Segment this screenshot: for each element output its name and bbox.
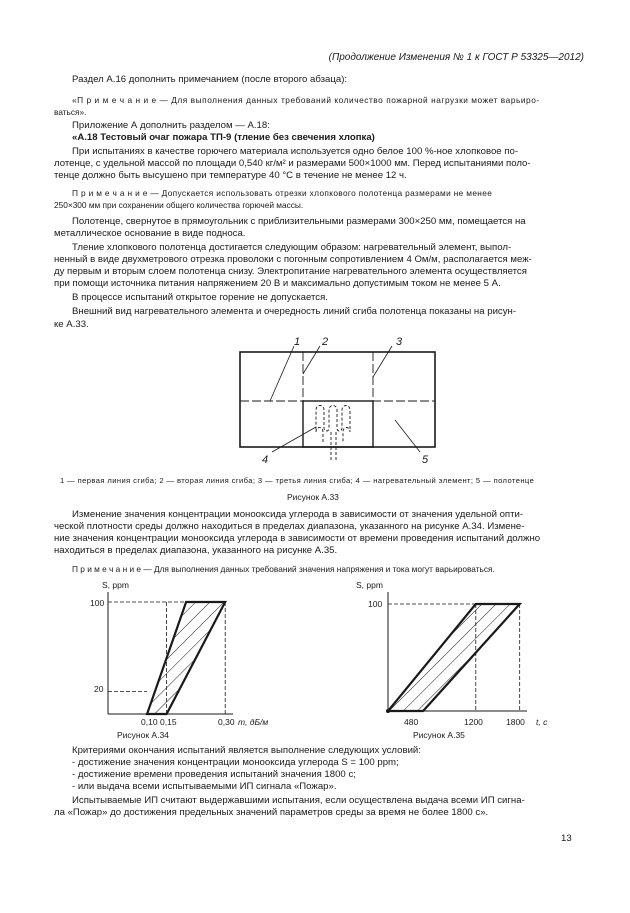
paragraph-line: Тление хлопкового полотенца достигается следующим образом: нагревательный элемент, выпол-	[72, 242, 512, 253]
figure-a35-caption: Рисунок А.35	[413, 730, 465, 740]
note-line: 250×300 мм при сохранении общего количества горючей массы.	[54, 200, 304, 210]
chart-band	[388, 604, 520, 711]
list-item: - или выдача всеми испытываемыми ИП сигнала «Пожар».	[72, 781, 337, 792]
paragraph-line: лотенце, с удельной массой по площади 0,540 кг/м² и размерами 500×1000 мм. Перед испытаниями поло-	[54, 158, 531, 169]
note-line: П р и м е ч а н и е — Для выполнения данных требований значения напряжения и тока могут варьироваться.	[72, 564, 495, 574]
section-heading: «А.18 Тестовый очаг пожара ТП-9 (тление без свечения хлопка)	[72, 132, 375, 143]
paragraph-line: Испытываемые ИП считают выдержавшими испытания, если осуществлена выдача всеми ИП сигна-	[72, 795, 525, 806]
label-1: 1	[294, 336, 301, 348]
figure-a34-caption: Рисунок А.34	[117, 730, 169, 740]
x-tick-label: 0,10	[141, 717, 158, 727]
note-line: ваться».	[54, 107, 87, 117]
paragraph-line: металлическое основание в виде подноса.	[54, 228, 246, 239]
towel-outline	[240, 352, 435, 447]
paragraph-line: ке А.33.	[54, 319, 89, 330]
paragraph-line: находиться в пределах диапазона, указанного на рисунке А.35.	[54, 545, 338, 556]
paragraph-line: При испытаниях в качестве горючего материала используется одно белое 100 %-ное хлопковое по-	[72, 146, 519, 157]
figure-a33-caption: Рисунок А.33	[287, 492, 339, 502]
paragraph-line: при помощи источника питания напряжением 20 В и максимально допустимым током не менее 5 А.	[54, 278, 501, 289]
figure-a33-legend: 1 — первая линия сгиба; 2 — вторая линия сгиба; 3 — третья линия сгиба; 4 — нагревательный элемент; 5 — полотенце	[60, 476, 535, 485]
paragraph-line: Полотенце, свернутое в прямоугольник с приблизительными размерами 300×250 мм, помещается на	[72, 216, 526, 227]
page-header: (Продолжение Изменения № 1 к ГОСТ Р 53325—2012)	[328, 52, 584, 63]
x-tick-label: 1200	[464, 717, 483, 727]
x-axis-label: m, дБ/м	[238, 717, 269, 727]
paragraph-line: ние значения концентрации монооксида углерода в зависимости от времени проведения испытаний должно	[54, 533, 541, 544]
x-tick-label: 0,30	[218, 717, 235, 727]
paragraph-line: ненный в виде двухметрового отрезка проволоки с погонным сопротивлением 4 Ом/м, располагается меж-	[54, 254, 532, 265]
x-tick-label: 0,15	[160, 717, 177, 727]
paragraph-line: ла «Пожар» до достижения предельных значений параметров среды за время не более 1800 с».	[54, 807, 489, 818]
folded-section	[303, 401, 373, 447]
leader-4	[272, 427, 316, 452]
x-tick-label: 1800	[506, 717, 525, 727]
label-3: 3	[396, 336, 403, 348]
y-axis-label: S, ppm	[356, 580, 383, 590]
note-line: П р и м е ч а н и е — Допускается использовать отрезки хлопкового полотенца размерами не менее	[72, 188, 493, 198]
label-2: 2	[322, 336, 329, 348]
label-4: 4	[262, 454, 269, 466]
page-number: 13	[561, 833, 572, 844]
list-item: - достижение времени проведения испытаний значения 1800 с;	[72, 769, 356, 780]
paragraph-line: Критериями окончания испытаний является выполнение следующих условий:	[72, 745, 421, 756]
paragraph-line: тенце должно быть высушено при температуре 40 °С в течение не менее 12 ч.	[54, 170, 407, 181]
leader-3	[373, 346, 392, 377]
chart-a35	[352, 578, 582, 733]
y-tick-label: 100	[90, 598, 105, 608]
y-axis-label: S, ppm	[102, 580, 129, 590]
paragraph-line: Раздел А.16 дополнить примечанием (после второго абзаца):	[72, 74, 348, 85]
list-item: - достижение значения концентрации монооксида углерода S = 100 ppm;	[72, 757, 399, 768]
leader-1	[270, 346, 294, 401]
chart-a34	[78, 578, 318, 733]
paragraph-line: ческой плотности среды должно находиться в пределах диапазона, указанного на рисунке А.34. Измене-	[54, 521, 525, 532]
paragraph-line: ду первым и вторым слоем полотенца снизу. Электропитание нагревательного элемента осуществляется	[54, 266, 527, 277]
y-tick-label: 20	[94, 684, 104, 694]
note-line: «П р и м е ч а н и е — Для выполнения данных требований количество пожарной нагрузки может варьиро-	[72, 95, 540, 105]
y-tick-label: 100	[368, 599, 383, 609]
paragraph-line: Приложение А дополнить разделом — А.18:	[72, 120, 270, 131]
label-5: 5	[422, 454, 429, 466]
x-axis-label: t, с	[536, 717, 548, 727]
leader-2	[303, 346, 320, 374]
paragraph-line: Внешний вид нагревательного элемента и очередность линий сгиба полотенца показаны на рисун-	[72, 306, 517, 317]
paragraph-line: В процессе испытаний открытое горение не допускается.	[72, 292, 328, 303]
x-tick-label: 480	[404, 717, 419, 727]
figure-a33	[230, 332, 450, 467]
chart-band	[147, 602, 225, 714]
paragraph-line: Изменение значения концентрации монооксида углерода в зависимости от значения удельной опти-	[72, 509, 524, 520]
heating-element	[316, 406, 350, 443]
